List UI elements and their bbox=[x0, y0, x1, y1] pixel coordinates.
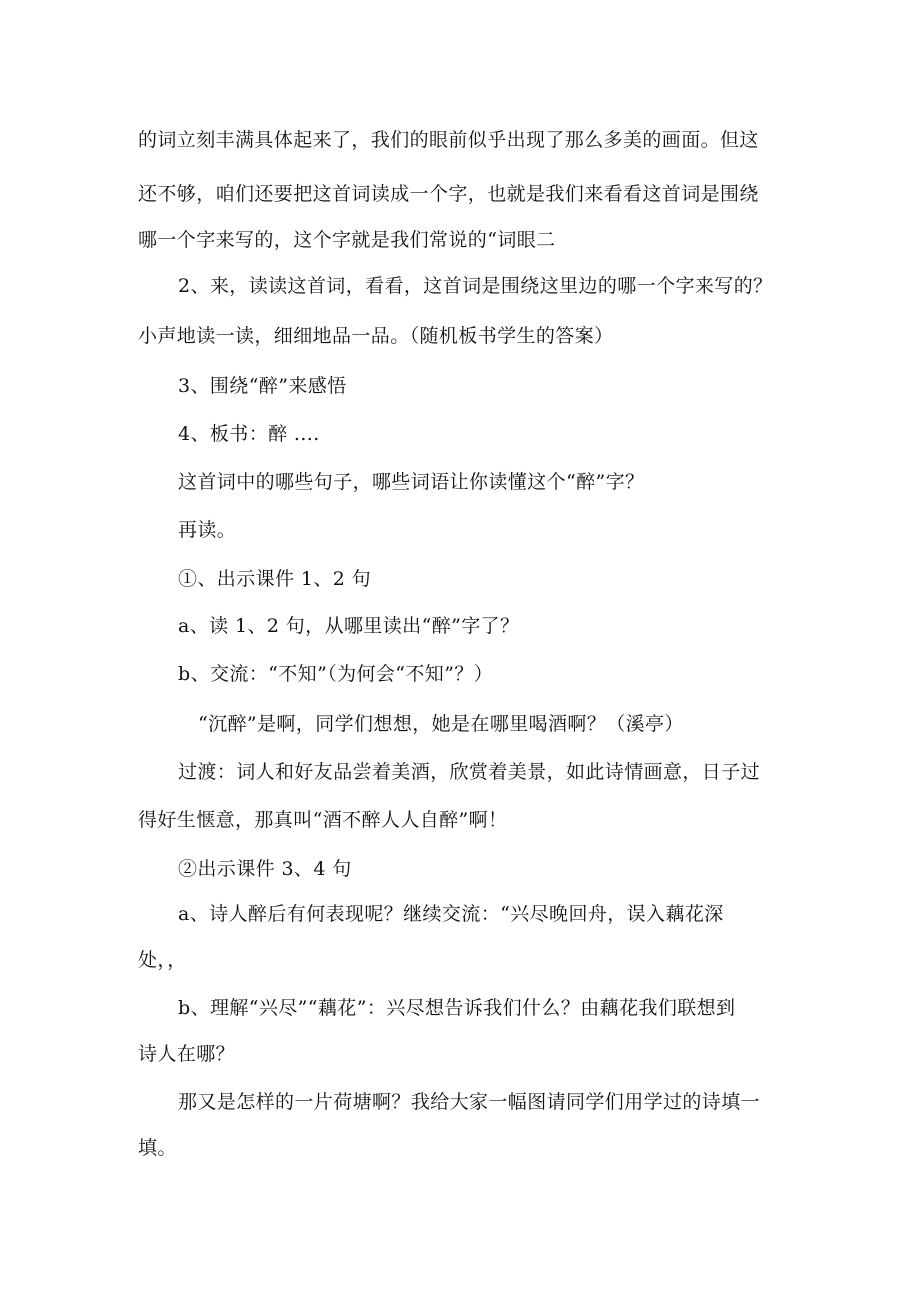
text-line-5: 小声地读一读，细细地品一品。（随机板书学生的答案） bbox=[138, 325, 614, 347]
text-line-14: 过渡：词人和好友品尝着美酒，欣赏着美景，如此诗情画意，日子过 bbox=[178, 761, 761, 783]
text-line-7: 4、板书：醉 .... bbox=[178, 423, 320, 445]
text-line-20: 诗人在哪？ bbox=[138, 1043, 236, 1065]
text-line-15: 得好生惬意，那真叫“酒不醉人人自醉”啊！ bbox=[138, 809, 508, 831]
text-line-1: 的词立刻丰满具体起来了，我们的眼前似乎出现了那么多美的画面。但这 bbox=[138, 129, 759, 151]
text-line-19: b、理解“兴尽”“藕花”：兴尽想告诉我们什么？由藕花我们联想到 bbox=[178, 997, 736, 1019]
text-line-4: 2、来，读读这首词，看看，这首词是围绕这里边的哪一个字来写的？ bbox=[178, 275, 773, 297]
text-line-21: 那又是怎样的一片荷塘啊？我给大家一幅图请同学们用学过的诗填一 bbox=[178, 1091, 761, 1113]
text-line-13: “沉醉”是啊，同学们想想，她是在哪里喝酒啊？（溪亭） bbox=[198, 713, 684, 735]
text-line-6: 3、围绕“醉”来感悟 bbox=[178, 375, 347, 397]
text-line-10: ①、出示课件 1、2 句 bbox=[178, 568, 372, 590]
text-line-22: 填。 bbox=[138, 1137, 177, 1159]
text-line-9: 再读。 bbox=[178, 519, 237, 541]
text-line-11: a、读 1、2 句，从哪里读出“醉”字了？ bbox=[178, 615, 520, 637]
text-line-18: 处，， bbox=[138, 949, 187, 971]
text-line-12: b、交流：“不知”（为何会“不知”？） bbox=[178, 663, 494, 685]
text-line-17: a、诗人醉后有何表现呢？继续交流：“兴尽晚回舟，误入藕花深 bbox=[178, 903, 724, 925]
text-line-16: ②出示课件 3、4 句 bbox=[178, 858, 352, 880]
text-line-8: 这首词中的哪些句子，哪些词语让你读懂这个“醉”字？ bbox=[178, 471, 645, 493]
text-line-3: 哪一个字来写的，这个字就是我们常说的“词眼二 bbox=[138, 229, 556, 251]
text-line-2: 还不够，咱们还要把这首词读成一个字，也就是我们来看看这首词是围绕 bbox=[138, 183, 759, 205]
